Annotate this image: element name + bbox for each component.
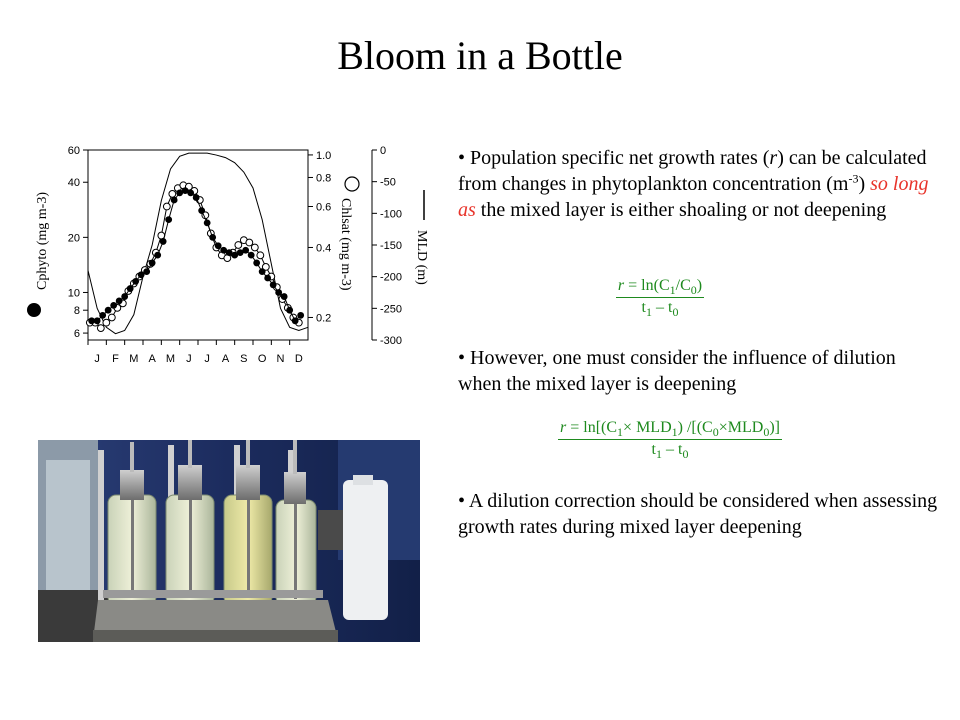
left-axis-tick-label: 40	[67, 177, 80, 190]
x-axis-tick-label: M	[129, 353, 139, 365]
series-cphyto-point	[160, 238, 167, 245]
series-cphyto-point	[116, 297, 123, 304]
series-cphyto-point	[132, 278, 139, 285]
mid-axis-tick-label: 0.4	[316, 242, 332, 255]
x-axis-tick-label: J	[186, 353, 192, 365]
bullet-highlight: so long as	[458, 173, 929, 221]
series-chlsat-point	[163, 203, 170, 210]
incubator-illustration	[38, 440, 420, 642]
series-cphyto-point	[110, 302, 117, 309]
series-cphyto-point	[94, 317, 101, 324]
series-cphyto-point	[121, 293, 128, 300]
series-chlsat-point	[169, 190, 176, 197]
bullet-text: A dilution correction should be considered when assessing growth rates during mixed layer deepening	[458, 490, 938, 538]
mid-axis-tick-label: 0.2	[316, 312, 332, 325]
right-axis-label: MLD (m)	[414, 230, 429, 285]
series-cphyto-point	[165, 216, 172, 223]
bullet-correction	[458, 488, 938, 540]
mid-axis-tick-label: 1.0	[316, 149, 332, 162]
series-cphyto-point	[127, 285, 134, 292]
series-cphyto-point	[297, 312, 304, 319]
bullet-growth-rates	[458, 145, 938, 223]
right-axis-tick-label: -250	[380, 303, 403, 316]
equation-denominator: $t_1 - t_0$	[641, 299, 679, 320]
bullet-text: However, one must consider the influence of dilution when the mixed layer is deepening	[458, 347, 896, 395]
right-axis-tick-label: -50	[380, 176, 396, 189]
series-cphyto-point	[99, 312, 106, 319]
series-cphyto-point	[193, 194, 200, 201]
series-cphyto-point	[253, 260, 260, 267]
series-cphyto-point	[275, 289, 282, 296]
chart-svg	[20, 130, 440, 370]
series-cphyto-point	[171, 197, 178, 204]
left-axis-tick-label: 10	[67, 287, 80, 300]
right-axis-tick-label: -300	[380, 335, 403, 347]
bloom-chart	[20, 130, 440, 370]
series-chlsat-point	[97, 325, 104, 332]
series-chlsat-point	[257, 252, 264, 259]
incubator-photo	[38, 440, 420, 642]
bullet-marker: •	[458, 147, 466, 169]
series-cphyto-point	[248, 252, 255, 259]
series-chlsat-point	[246, 239, 253, 246]
mid-axis-tick-label: 0.8	[316, 172, 332, 185]
series-cphyto-point	[259, 268, 266, 275]
slide-title: Bloom in a Bottle	[337, 33, 623, 78]
bullet-text-mid: ) can be calculated from changes in phytoplankton concentration (m	[458, 147, 927, 195]
plot-frame	[88, 150, 308, 340]
bullet-marker: •	[458, 490, 466, 512]
series-cphyto-point	[215, 242, 222, 249]
right-axis-tick-label: -200	[380, 271, 403, 284]
series-cphyto-point	[209, 234, 216, 241]
bullet-text-post2: the mixed layer is either shoaling or not deepening	[475, 199, 887, 221]
series-chlsat-point	[235, 242, 242, 249]
left-axis-tick-label: 20	[67, 232, 80, 245]
x-axis-tick-label: D	[294, 353, 303, 365]
series-chlsat-point	[108, 314, 115, 321]
series-cphyto-point	[292, 317, 299, 324]
series-cphyto-point	[270, 281, 277, 288]
right-axis-tick-label: -150	[380, 240, 403, 252]
legend-cphyto-marker	[27, 303, 41, 317]
series-chlsat-point	[103, 319, 110, 326]
x-axis-tick-label: A	[148, 353, 156, 365]
right-axis-tick-label: 0	[380, 145, 387, 157]
bullet-marker: •	[458, 347, 466, 369]
equation-dilution-corrected	[500, 418, 840, 460]
series-cphyto-point	[154, 252, 161, 259]
series-cphyto-point	[286, 307, 293, 314]
equation-growth-rate	[580, 276, 740, 318]
mid-axis-label: Chlsat (mg m-3)	[338, 198, 353, 291]
x-axis-tick-label: F	[112, 353, 119, 365]
bullet-text-pre: Population specific net growth rates (	[470, 147, 770, 169]
series-cphyto-point	[264, 275, 271, 282]
x-axis-tick-label: J	[204, 353, 210, 365]
x-axis-tick-label: O	[257, 353, 267, 365]
series-cphyto-point	[242, 247, 249, 254]
series-cphyto-point	[281, 293, 288, 300]
equation-denominator: $t_1 - t_0$	[651, 441, 689, 462]
equation-numerator: $r = \ln(C_1/C_0)$	[617, 277, 703, 298]
right-axis-tick-label: -100	[380, 208, 403, 221]
x-axis-tick-label: M	[165, 353, 176, 365]
mid-axis-tick-label: 0.6	[316, 201, 332, 214]
bullet-var-r: r	[769, 147, 778, 169]
left-axis-tick-label: 8	[73, 305, 80, 318]
left-axis-tick-label: 60	[67, 145, 80, 157]
series-cphyto-point	[105, 307, 112, 314]
series-cphyto-point	[187, 189, 194, 196]
legend-chlsat-marker	[345, 177, 359, 191]
x-axis-tick-label: S	[240, 353, 248, 365]
left-axis-label: Cphyto (mg m-3)	[35, 192, 50, 290]
series-cphyto-point	[149, 260, 156, 267]
bullet-sup: -3	[848, 171, 859, 186]
x-axis-tick-label: J	[94, 353, 100, 365]
equation-numerator: $r = \ln[(C_1\times MLD_1)$ $/[(C_0\times MLD_0)]$	[560, 419, 780, 440]
series-chlsat-point	[251, 244, 258, 251]
series-cphyto-point	[204, 219, 211, 226]
x-axis-tick-label: N	[276, 353, 285, 365]
bullet-text-post1: )	[858, 173, 871, 195]
left-axis-tick-label: 6	[73, 328, 80, 341]
x-axis-tick-label: A	[221, 353, 230, 365]
series-cphyto-point	[143, 268, 150, 275]
bullet-dilution	[458, 345, 938, 397]
series-cphyto-point	[198, 207, 205, 214]
